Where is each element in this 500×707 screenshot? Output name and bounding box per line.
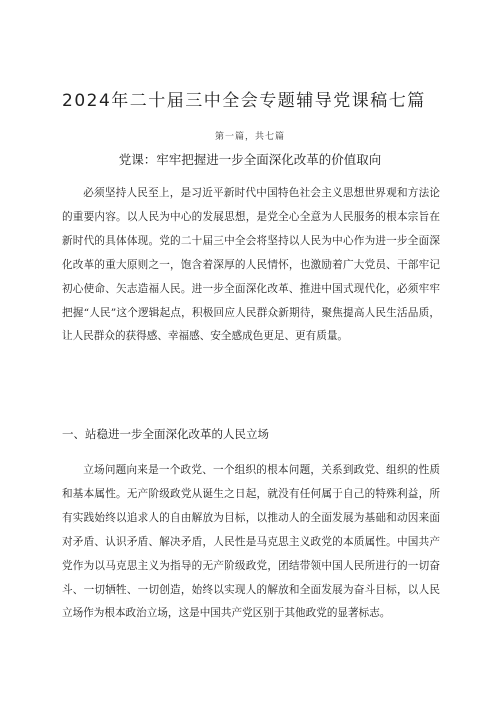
lesson-title: 党课：牢牢把握进一步全面深化改革的价值取向 [118,152,382,167]
body-paragraph: 必须坚持人民至上，是习近平新时代中国特色社会主义思想世界观和方法论的重要内容。以人民为中心的发展思想，是党全心全意为人民服务的根本宗旨在新时代的具体体现。党的二十届三中全会将坚持以人民为中心作为进一步全面深化改革的重大原则之一，饱含着深厚的人民情怀，也激励着广大党员、干部牢记初心使命、矢志造福人民。进一步全面深化改革、推进中国式现代化，必须牢牢把握“人民”这个逻辑起点，积极回应人民群众新期待，聚焦提高人民生活品质，让人民群众的获得感、幸福感、安全感成色更足、更有质量。 [62,187,440,343]
body-paragraph: 立场问题向来是一个政党、一个组织的根本问题，关系到政党、组织的性质和基本属性。无产阶级政党从诞生之日起，就没有任何属于自己的特殊利益，所有实践始终以追求人的自由解放为目标，以推动人的全面发展为基础和动因来面对矛盾、认识矛盾、解决矛盾，人民性是马克思主义政党的本质属性。中国共产党作为以马克思主义为指导的无产阶级政党，团结带领中国人民所进行的一切奋斗、一切牺牲、一切创造，始终以实现人的解放和全面发展为奋斗目标，以人民立场作为根本政治立场，这是中国共产党区别于其他政党的显著标志。 [62,464,440,620]
chapter-label: 第一篇，共七篇 [214,132,285,142]
document-title: 2024年二十届三中全会专题辅导党课稿七篇 [62,91,426,111]
section-heading: 一、站稳进一步全面深化改革的人民立场 [62,427,269,441]
